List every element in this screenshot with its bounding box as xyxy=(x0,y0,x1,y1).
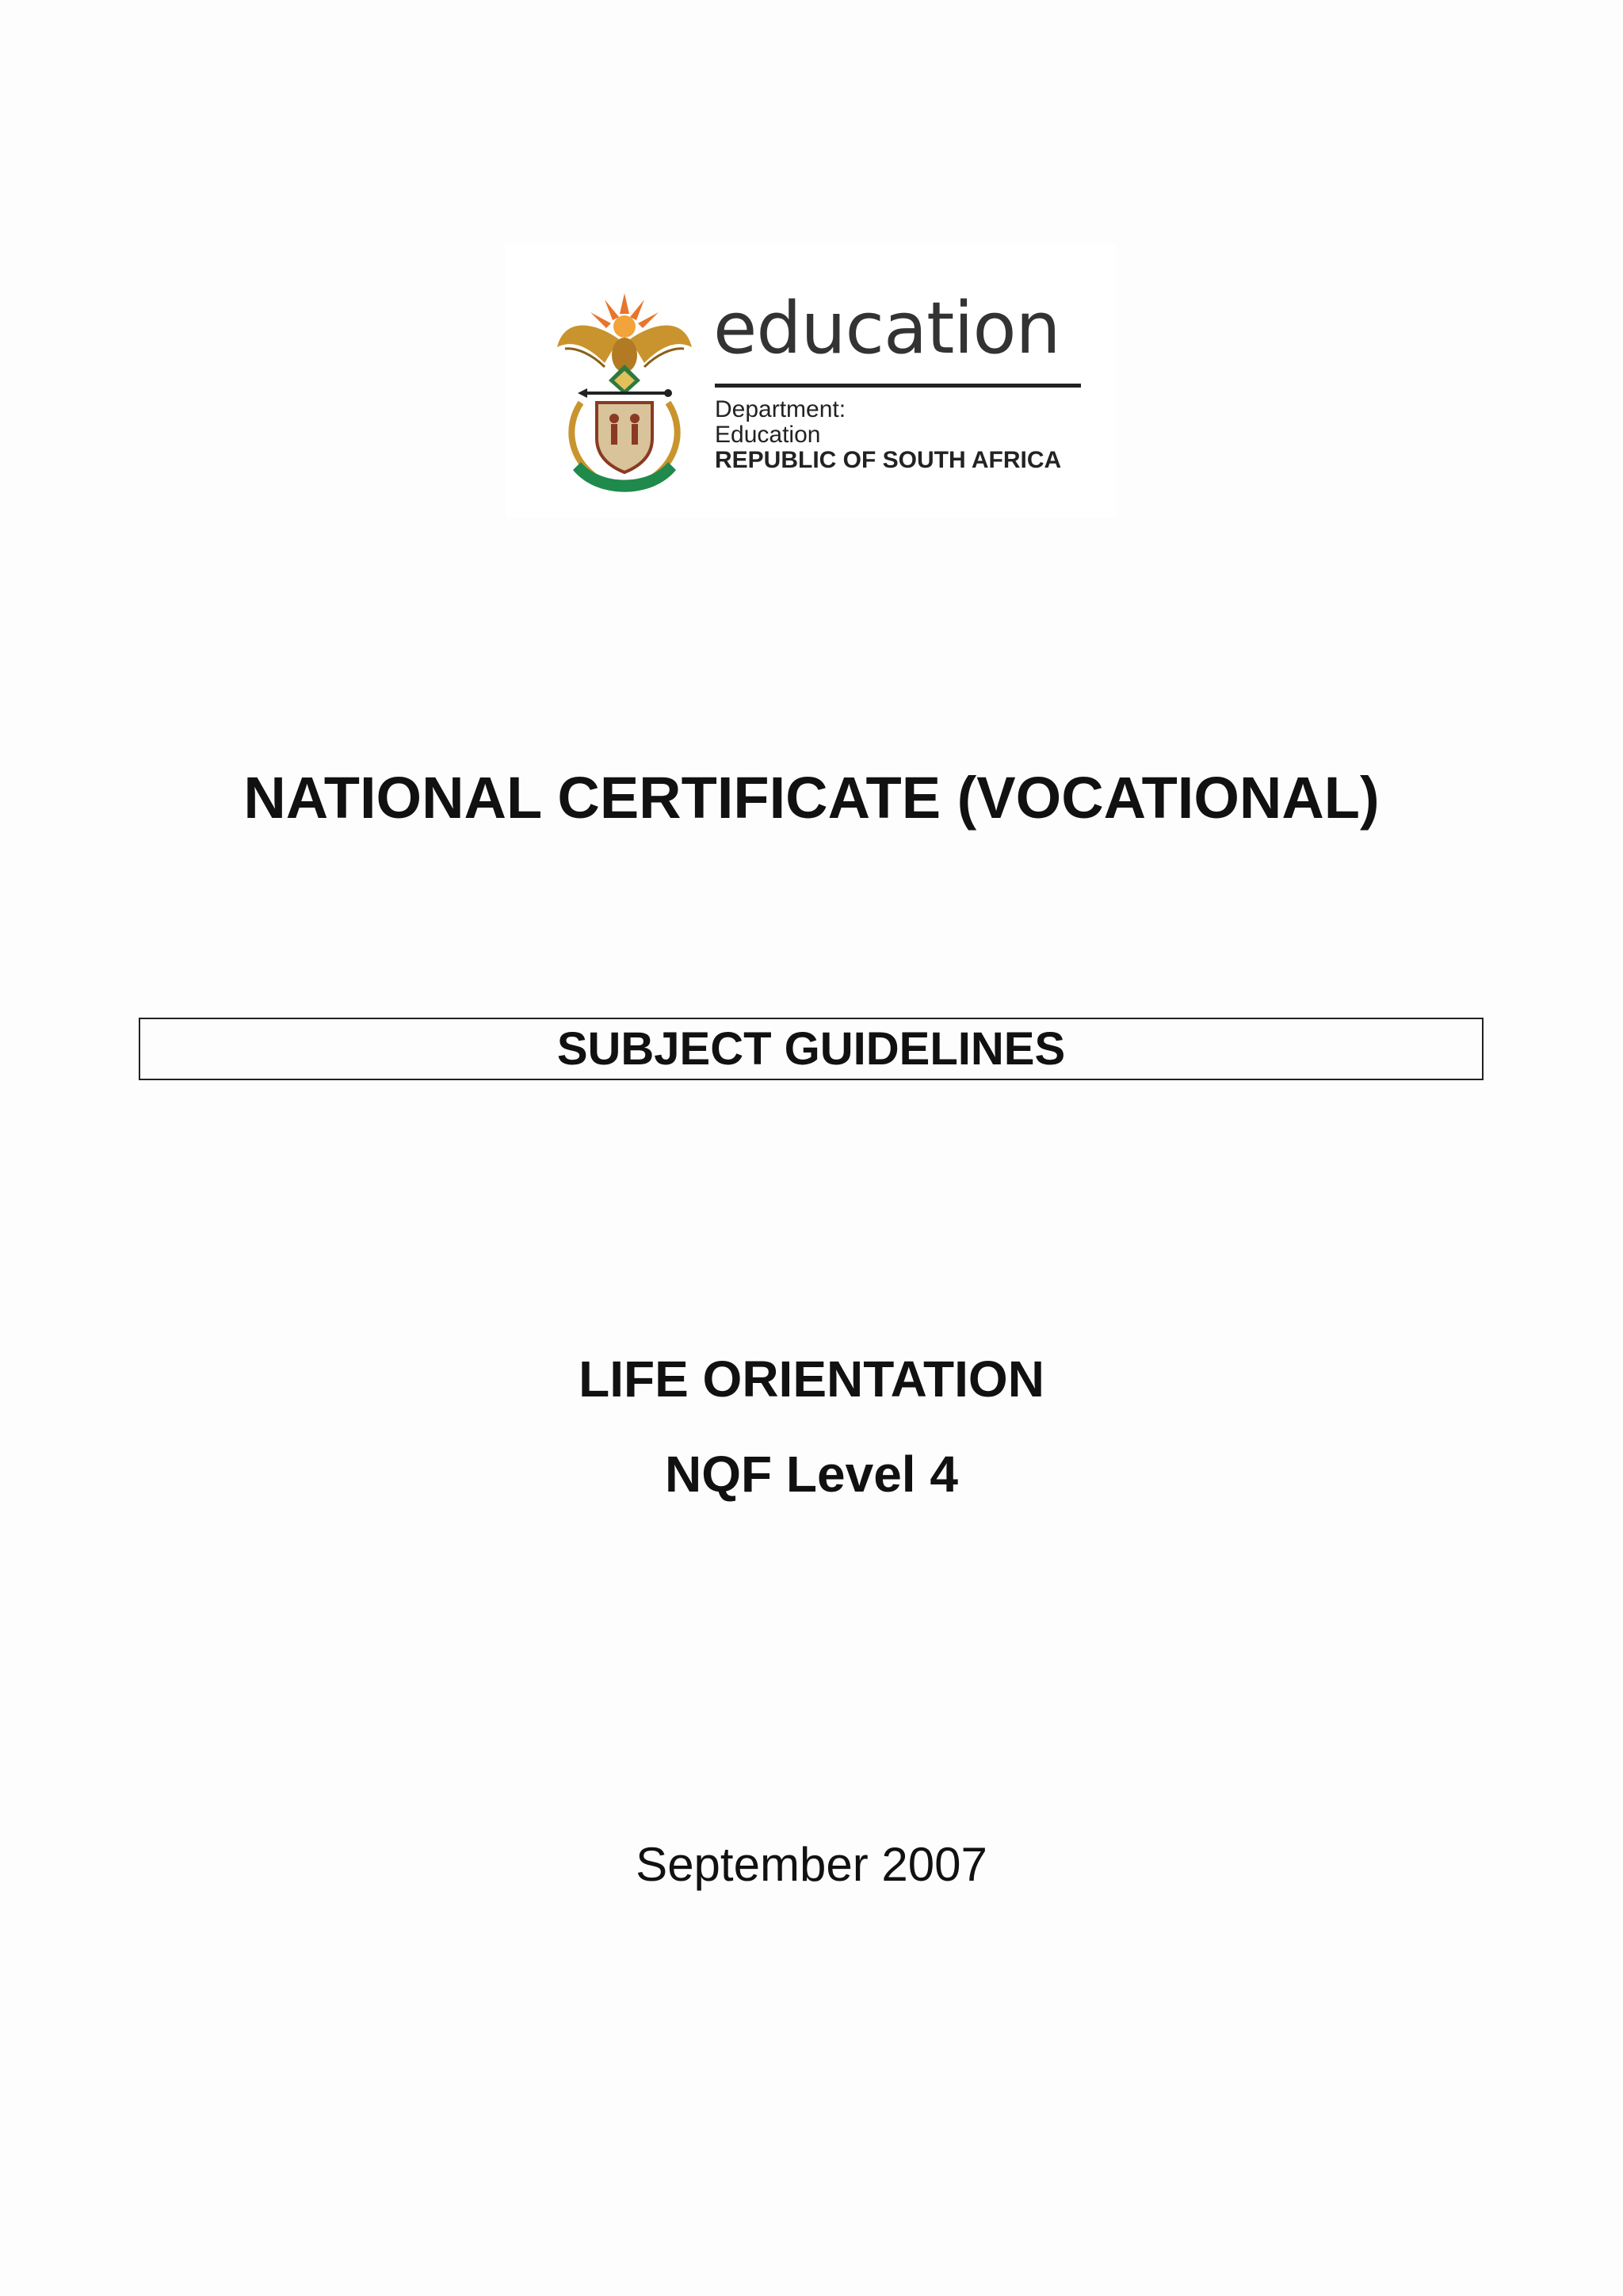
south-africa-coat-of-arms-icon xyxy=(549,292,700,498)
nqf-level-heading: NQF Level 4 xyxy=(665,1446,958,1503)
publication-date: September 2007 xyxy=(636,1838,987,1891)
logo-department-label: Department: xyxy=(715,396,846,422)
section-label: SUBJECT GUIDELINES xyxy=(556,1023,1066,1075)
section-label-box xyxy=(139,1018,1484,1080)
logo-wordmark: education xyxy=(713,287,1060,370)
logo-divider xyxy=(715,384,1081,388)
subject-heading: LIFE ORIENTATION xyxy=(579,1350,1044,1408)
document-title: NATIONAL CERTIFICATE (VOCATIONAL) xyxy=(243,765,1380,831)
logo-country-label: REPUBLIC OF SOUTH AFRICA xyxy=(715,447,1062,473)
logo-education-label: Education xyxy=(715,422,821,448)
department-logo xyxy=(506,244,1116,518)
